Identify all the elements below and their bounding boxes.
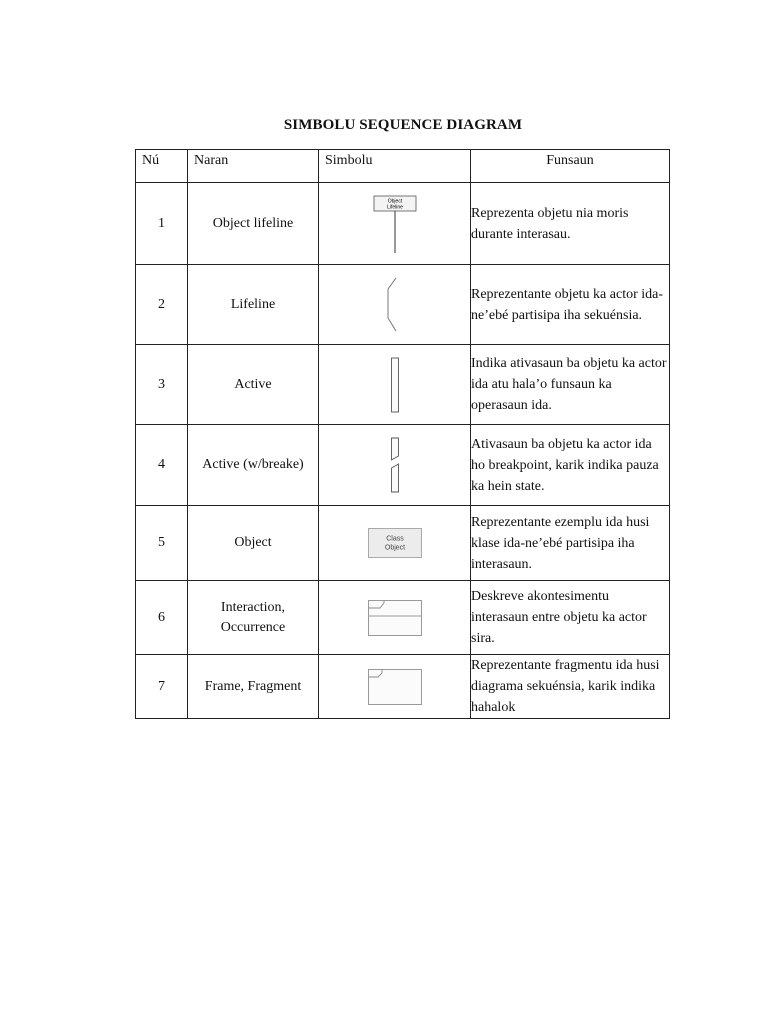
table-row <box>136 655 670 719</box>
table-row <box>136 345 670 425</box>
page-title: SIMBOLU SEQUENCE DIAGRAM <box>283 117 523 133</box>
row-function: Ativasaun ba objetu ka actor ida ho breakpoint, karik indika pauza ka hein state. <box>471 425 670 506</box>
table-header-row <box>136 150 670 183</box>
row-function: Deskreve akontesimentu interasaun entre objetu ka actor sira. <box>471 581 670 655</box>
row-name: Active (w/breake) <box>188 425 319 506</box>
row-function: Reprezentante ezemplu ida husi klase ida-ne’ebé partisipa iha interasaun. <box>471 506 670 581</box>
frame-fragment-symbol-icon <box>367 667 423 707</box>
class-object-symbol-icon <box>367 527 423 559</box>
row-number: 5 <box>136 506 188 581</box>
row-function: Reprezenta objetu nia moris durante interasau. <box>471 183 670 265</box>
row-symbol <box>319 581 471 655</box>
row-number: 6 <box>136 581 188 655</box>
table-row <box>136 425 670 506</box>
svg-text:Object: Object <box>384 544 405 552</box>
row-symbol <box>319 506 471 581</box>
table-row <box>136 183 670 265</box>
active-break-symbol-icon <box>388 436 402 494</box>
row-number: 4 <box>136 425 188 506</box>
table-row <box>136 265 670 345</box>
interaction-occurrence-symbol-icon <box>367 599 423 637</box>
row-number: 2 <box>136 265 188 345</box>
active-bar-symbol-icon <box>388 356 402 414</box>
row-number: 7 <box>136 655 188 719</box>
svg-text:Class: Class <box>385 535 404 543</box>
header-symbol: Simbolu <box>319 150 471 183</box>
symbol-table <box>135 149 670 719</box>
lifeline-symbol-icon <box>380 276 410 334</box>
row-name: Frame, Fragment <box>188 655 319 719</box>
row-symbol <box>319 345 471 425</box>
row-function: Reprezentante fragmentu ida husi diagrama sekuénsia, karik indika hahalok <box>471 655 670 719</box>
svg-text:Lifeline: Lifeline <box>386 204 403 210</box>
row-function: Indika ativasaun ba objetu ka actor ida atu hala’o funsaun ka operasaun ida. <box>471 345 670 425</box>
row-name: Object <box>188 506 319 581</box>
row-number: 3 <box>136 345 188 425</box>
object-lifeline-symbol-icon <box>365 193 425 255</box>
row-symbol <box>319 655 471 719</box>
row-symbol <box>319 425 471 506</box>
row-symbol <box>319 265 471 345</box>
header-function: Funsaun <box>471 150 670 183</box>
row-name: Object lifeline <box>188 183 319 265</box>
row-name: Active <box>188 345 319 425</box>
row-symbol <box>319 183 471 265</box>
header-no: Nú <box>136 150 188 183</box>
table-row <box>136 506 670 581</box>
row-name: Interaction, Occurrence <box>188 581 319 655</box>
row-number: 1 <box>136 183 188 265</box>
row-function: Reprezentante objetu ka actor ida-ne’ebé partisipa iha sekuénsia. <box>471 265 670 345</box>
table-row <box>136 581 670 655</box>
row-name: Lifeline <box>188 265 319 345</box>
header-name: Naran <box>188 150 319 183</box>
svg-text:Object: Object <box>387 198 402 204</box>
